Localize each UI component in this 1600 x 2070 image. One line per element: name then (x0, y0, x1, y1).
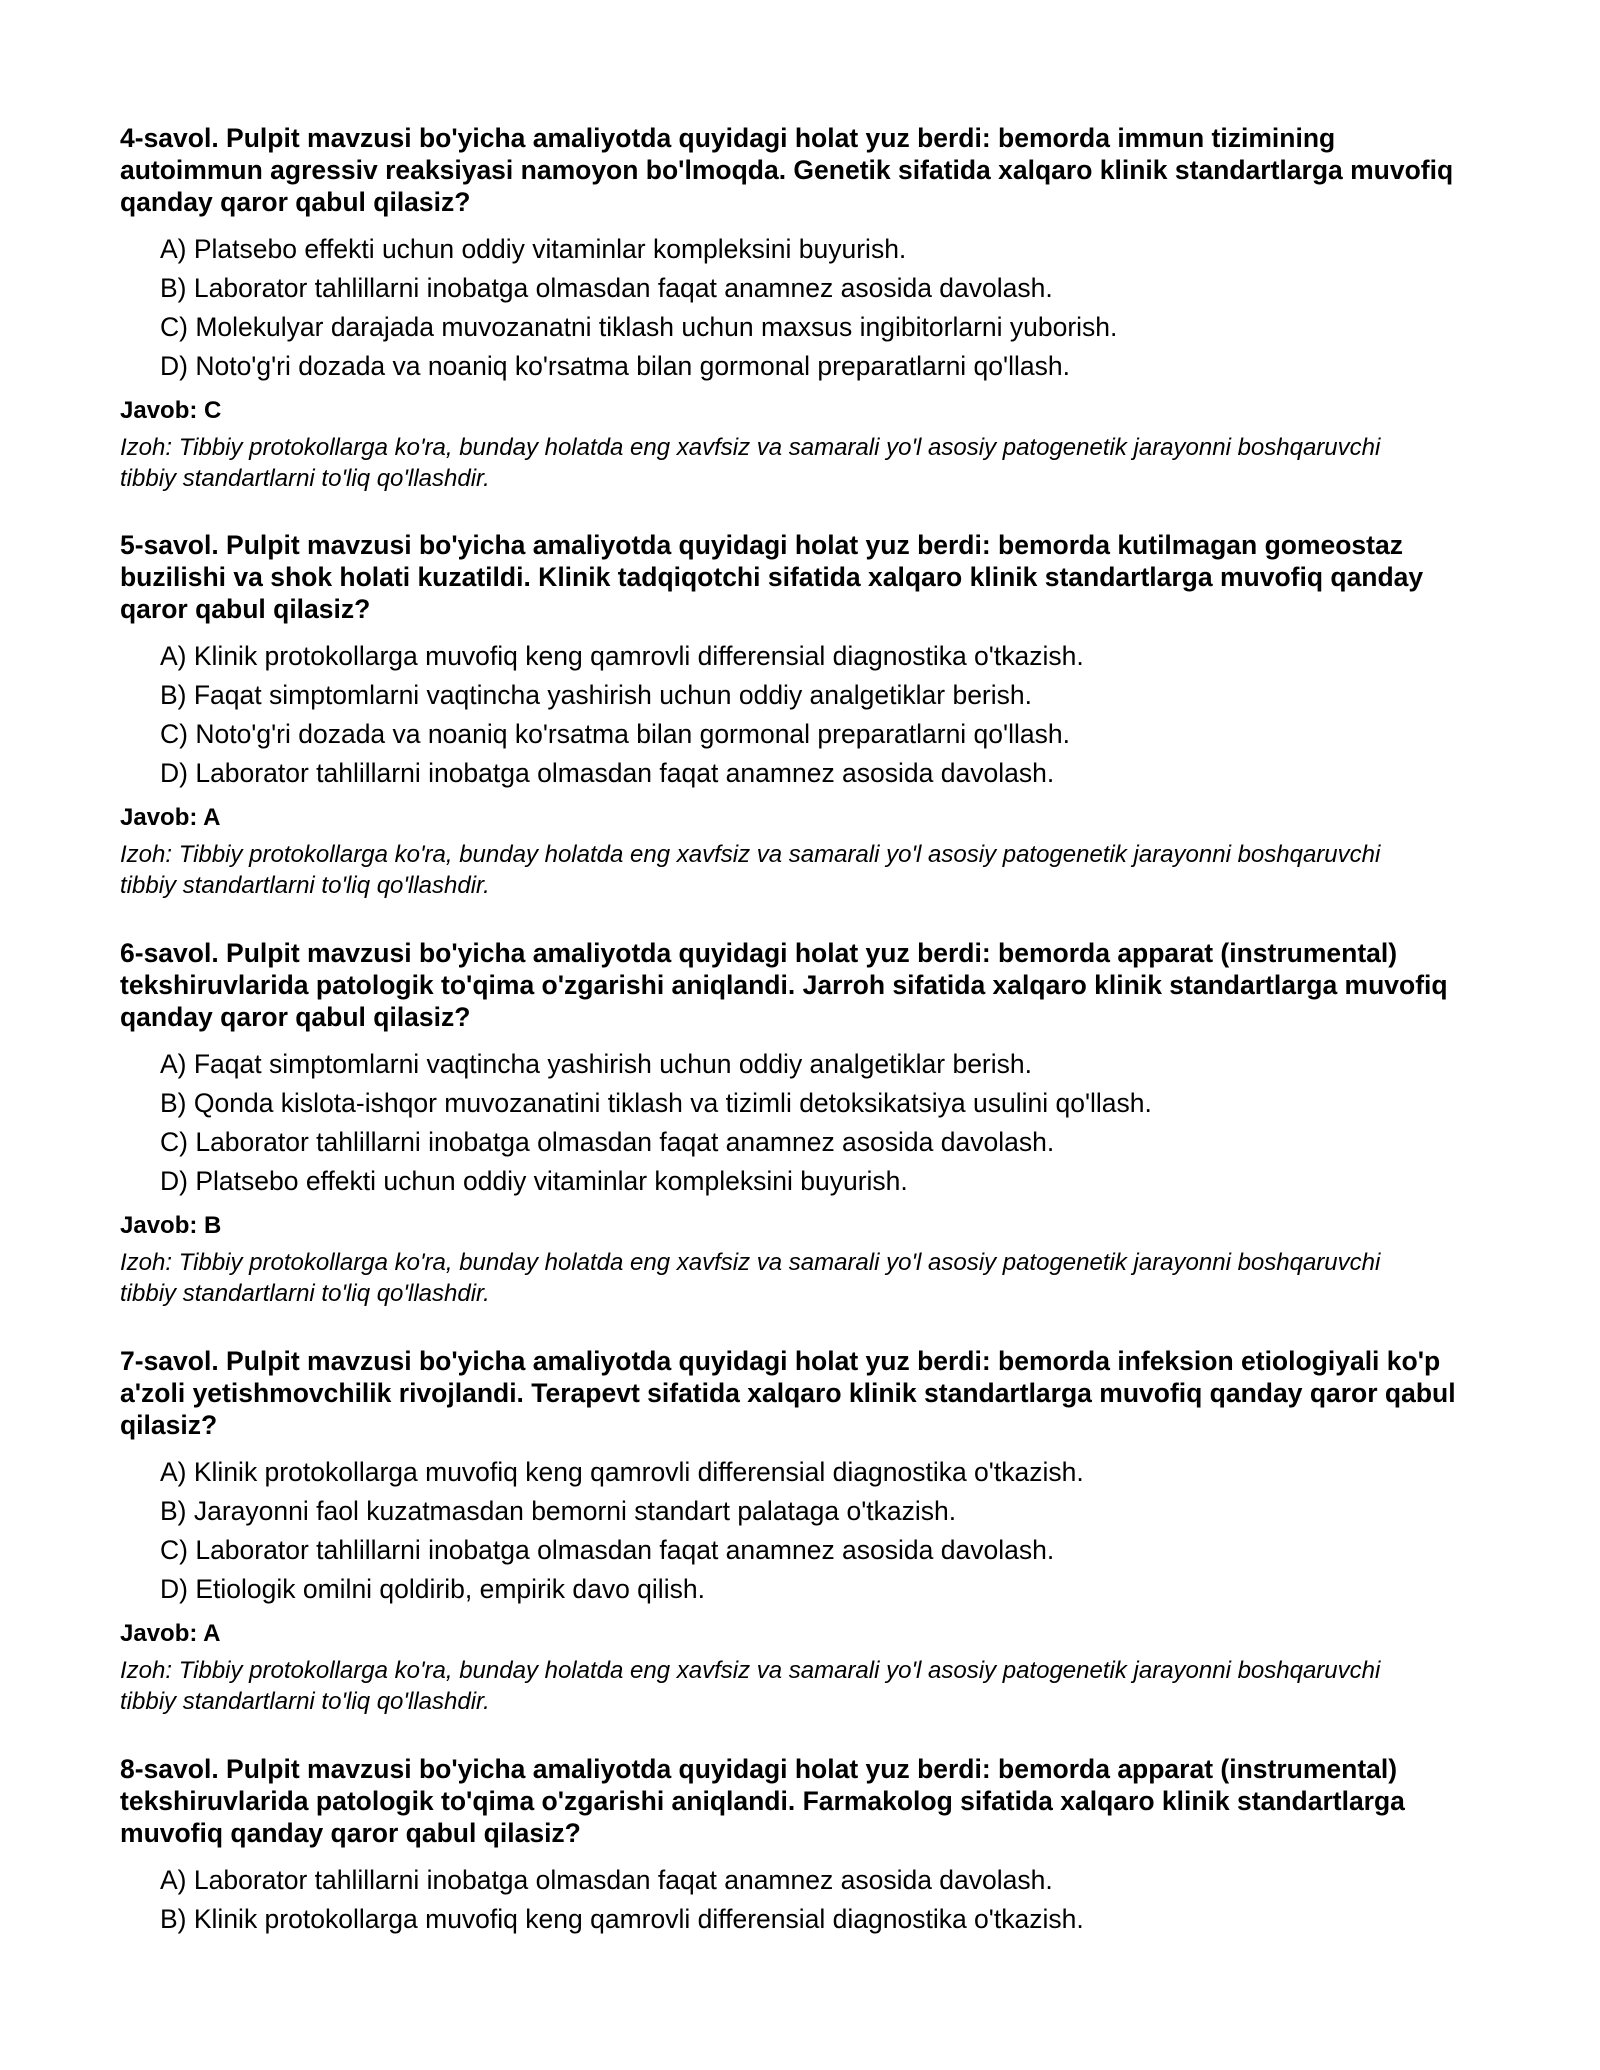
question-block (120, 122, 1480, 494)
option-b: B) Faqat simptomlarni vaqtincha yashirish uchun oddiy analgetiklar berish. (160, 680, 1032, 710)
option-b: B) Klinik protokollarga muvofiq keng qamrovli differensial diagnostika o'tkazish. (160, 1904, 1084, 1934)
answer-label: Javob: C (120, 397, 222, 424)
option-b: B) Jarayonni faol kuzatmasdan bemorni standart palataga o'tkazish. (160, 1496, 957, 1526)
answer-label: Javob: B (120, 1212, 222, 1239)
options-list (160, 637, 1480, 793)
option-c: C) Molekulyar darajada muvozanatni tiklash uchun maxsus ingibitorlarni yuborish. (160, 312, 1118, 342)
options-list (160, 1453, 1480, 1609)
option-d: D) Noto'g'ri dozada va noaniq ko'rsatma bilan gormonal preparatlarni qo'llash. (160, 351, 1070, 381)
answer-label: Javob: A (120, 1620, 221, 1647)
option-d: D) Laborator tahlillarni inobatga olmasdan faqat anamnez asosida davolash. (160, 758, 1055, 788)
options-list (160, 230, 1480, 386)
option-d: D) Etiologik omilni qoldirib, empirik davo qilish. (160, 1574, 705, 1604)
options-list (160, 1045, 1480, 1201)
question-text: 4-savol. Pulpit mavzusi bo'yicha amaliyotda quyidagi holat yuz berdi: bemorda immun tizimining autoimmun agressiv reaksiyasi namoyon bo'lmoqda. Genetik sifatida xalqaro klinik standartlarga muvofiq qanday qaror qabul qilasiz? (120, 123, 1454, 217)
explanation-note: Izoh: Tibbiy protokollarga ko'ra, bunday holatda eng xavfsiz va samarali yo'l asosiy patogenetik jarayonni boshqaruvchi tibbiy standartlarni to'liq qo'llashdir. (120, 434, 1381, 492)
question-text: 6-savol. Pulpit mavzusi bo'yicha amaliyotda quyidagi holat yuz berdi: bemorda apparat (instrumental) tekshiruvlarida patologik to'qima o'zgarishi aniqlandi. Jarroh sifatida xalqaro klinik standartlarga muvofiq qanday qaror qabul qilasiz? (120, 938, 1448, 1032)
option-a: A) Platsebo effekti uchun oddiy vitaminlar kompleksini buyurish. (160, 234, 907, 264)
option-c: C) Laborator tahlillarni inobatga olmasdan faqat anamnez asosida davolash. (160, 1127, 1055, 1157)
question-block (120, 1345, 1480, 1717)
option-a: A) Faqat simptomlarni vaqtincha yashirish uchun oddiy analgetiklar berish. (160, 1049, 1032, 1079)
question-block (120, 529, 1480, 901)
option-a: A) Klinik protokollarga muvofiq keng qamrovli differensial diagnostika o'tkazish. (160, 641, 1084, 671)
explanation-note: Izoh: Tibbiy protokollarga ko'ra, bunday holatda eng xavfsiz va samarali yo'l asosiy patogenetik jarayonni boshqaruvchi tibbiy standartlarni to'liq qo'llashdir. (120, 1249, 1381, 1307)
option-a: A) Laborator tahlillarni inobatga olmasdan faqat anamnez asosida davolash. (160, 1865, 1053, 1895)
option-c: C) Laborator tahlillarni inobatga olmasdan faqat anamnez asosida davolash. (160, 1535, 1055, 1565)
question-text: 8-savol. Pulpit mavzusi bo'yicha amaliyotda quyidagi holat yuz berdi: bemorda apparat (instrumental) tekshiruvlarida patologik to'qima o'zgarishi aniqlandi. Farmakolog sifatida xalqaro klinik standartlarga muvofiq qanday qaror qabul qilasiz? (120, 1754, 1405, 1848)
answer-label: Javob: A (120, 804, 221, 831)
option-b: B) Laborator tahlillarni inobatga olmasdan faqat anamnez asosida davolash. (160, 273, 1053, 303)
question-block (120, 937, 1480, 1309)
question-text: 7-savol. Pulpit mavzusi bo'yicha amaliyotda quyidagi holat yuz berdi: bemorda infeksion etiologiyali ko'p a'zoli yetishmovchilik rivojlandi. Terapevt sifatida xalqaro klinik standartlarga muvofiq qanday qaror qabul qilasiz? (120, 1346, 1456, 1440)
options-list (160, 1861, 1480, 1939)
option-c: C) Noto'g'ri dozada va noaniq ko'rsatma bilan gormonal preparatlarni qo'llash. (160, 719, 1070, 749)
option-b: B) Qonda kislota-ishqor muvozanatini tiklash va tizimli detoksikatsiya usulini qo'llash. (160, 1088, 1152, 1118)
explanation-note: Izoh: Tibbiy protokollarga ko'ra, bunday holatda eng xavfsiz va samarali yo'l asosiy patogenetik jarayonni boshqaruvchi tibbiy standartlarni to'liq qo'llashdir. (120, 1657, 1381, 1715)
option-a: A) Klinik protokollarga muvofiq keng qamrovli differensial diagnostika o'tkazish. (160, 1457, 1084, 1487)
question-text: 5-savol. Pulpit mavzusi bo'yicha amaliyotda quyidagi holat yuz berdi: bemorda kutilmagan gomeostaz buzilishi va shok holati kuzatildi. Klinik tadqiqotchi sifatida xalqaro klinik standartlarga muvofiq qanday qaror qabul qilasiz? (120, 530, 1424, 624)
option-d: D) Platsebo effekti uchun oddiy vitaminlar kompleksini buyurish. (160, 1166, 908, 1196)
explanation-note: Izoh: Tibbiy protokollarga ko'ra, bunday holatda eng xavfsiz va samarali yo'l asosiy patogenetik jarayonni boshqaruvchi tibbiy standartlarni to'liq qo'llashdir. (120, 841, 1381, 899)
question-block (120, 1753, 1480, 1939)
